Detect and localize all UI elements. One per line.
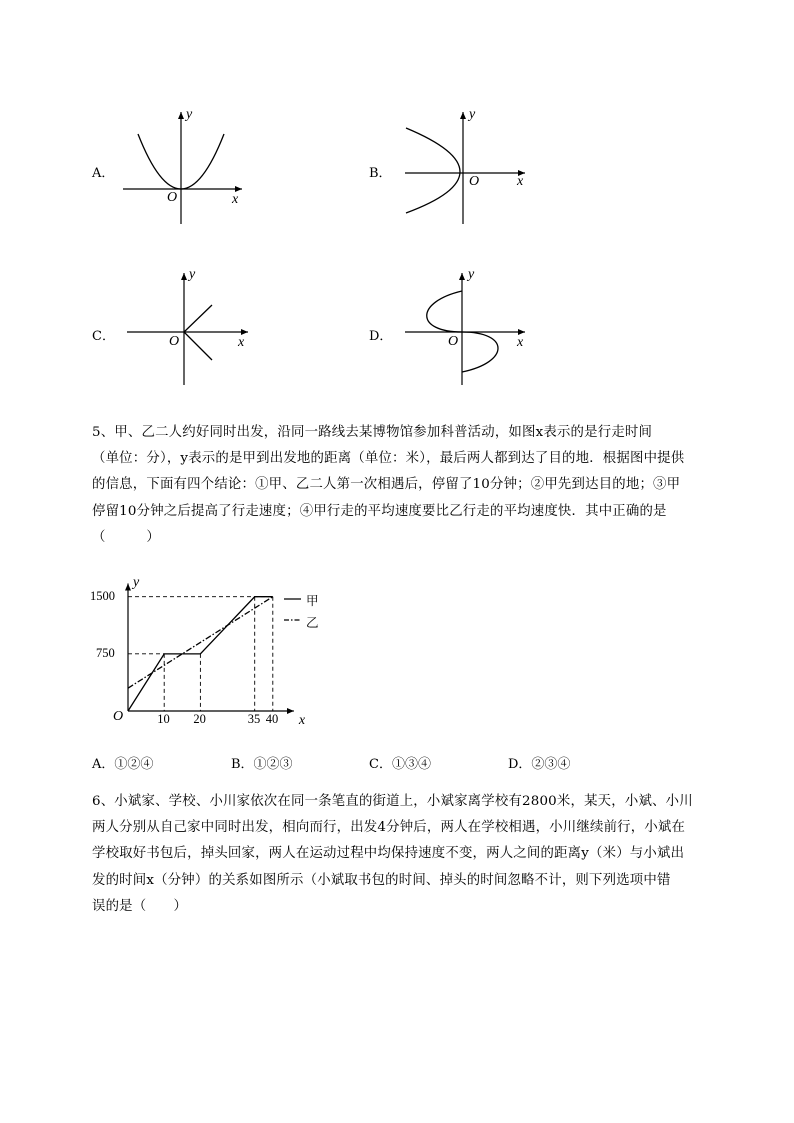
option-b-label: B． [369, 166, 392, 181]
question-6-line: 学校取好书包后，掉头回家，两人在运动过程中均保持速度不变，两人之间的距离y（米）与小斌出 [92, 846, 685, 862]
chart-y-tick-label: 750 [96, 645, 115, 660]
question-5-line: （ ） [92, 529, 160, 545]
chart-x-tick-label: 10 [157, 712, 170, 726]
chart-x-axis-label: x [298, 713, 306, 728]
graph-c-x-label: x [238, 335, 245, 350]
chart-legend-yi: 乙 [306, 616, 319, 630]
question-6-text [92, 789, 720, 920]
chart-legend-jia: 甲 [306, 594, 319, 608]
question-6-line: 发的时间x（分钟）的关系如图所示（小斌取书包的时间、掉头的时间忽略不计，则下列选项中错 [92, 872, 671, 888]
choice-c[interactable]: C．①③④ [369, 757, 431, 772]
graph-d-x-label: x [517, 335, 524, 350]
option-d-label: D． [369, 329, 393, 344]
question-5-line: 5、甲、乙二人约好同时出发，沿同一路线去某博物馆参加科普活动，如图x表示的是行走时间 [92, 425, 653, 440]
question-5-line: 停留10分钟之后提高了行走速度；④甲行走的平均速度要比乙行走的平均速度快．其中正确的是 [92, 503, 667, 519]
choice-d[interactable]: D．②③④ [508, 757, 571, 772]
graph-a-x-label: x [232, 192, 239, 207]
choice-a[interactable]: A．①②④ [92, 757, 154, 772]
graph-c-y-label: y [189, 267, 196, 282]
chart-x-tick-label: 35 [247, 712, 261, 726]
graph-a-origin-label: O [167, 190, 178, 205]
option-c-label: C． [92, 329, 115, 344]
choice-b[interactable]: B．①②③ [231, 757, 293, 772]
question-6-line: 两人分别从自己家中同时出发，相向而行，出发4分钟后，两人在学校相遇，小川继续前行，小斌在 [92, 820, 686, 836]
option-a-label: A． [92, 166, 115, 181]
chart-x-tick-label: 40 [265, 712, 279, 726]
question-6-line: 6、小斌家、学校、小川家依次在同一条笔直的街道上，小斌家离学校有2800米，某天，小斌、小川 [92, 794, 693, 809]
chart-y-axis-label: y [133, 575, 140, 591]
question-5-line: （单位：分），y表示的是甲到出发地的距离（单位：米），最后两人都到达了目的地．根据图中提供 [92, 451, 685, 467]
chart-x-tick-label: 20 [193, 712, 206, 726]
question-5-line: 的信息，下面有四个结论：①甲、乙二人第一次相遇后，停留了10分钟；②甲先到达目的地；③甲 [92, 477, 681, 493]
q5-chart-plot [128, 583, 301, 711]
chart-series-yi [128, 597, 273, 688]
graph-d-y-label: y [468, 267, 475, 282]
graph-c-origin-label: O [169, 334, 180, 349]
chart-origin-label: O [113, 709, 124, 724]
question-6-line: 误的是（ ） [92, 898, 188, 914]
graph-b-x-label: x [517, 174, 524, 189]
graph-d-origin-label: O [448, 334, 459, 349]
graph-b-y-label: y [469, 107, 476, 122]
chart-y-tick-label: 1500 [90, 588, 115, 603]
graph-b-origin-label: O [469, 174, 480, 189]
graph-a-y-label: y [186, 107, 193, 122]
